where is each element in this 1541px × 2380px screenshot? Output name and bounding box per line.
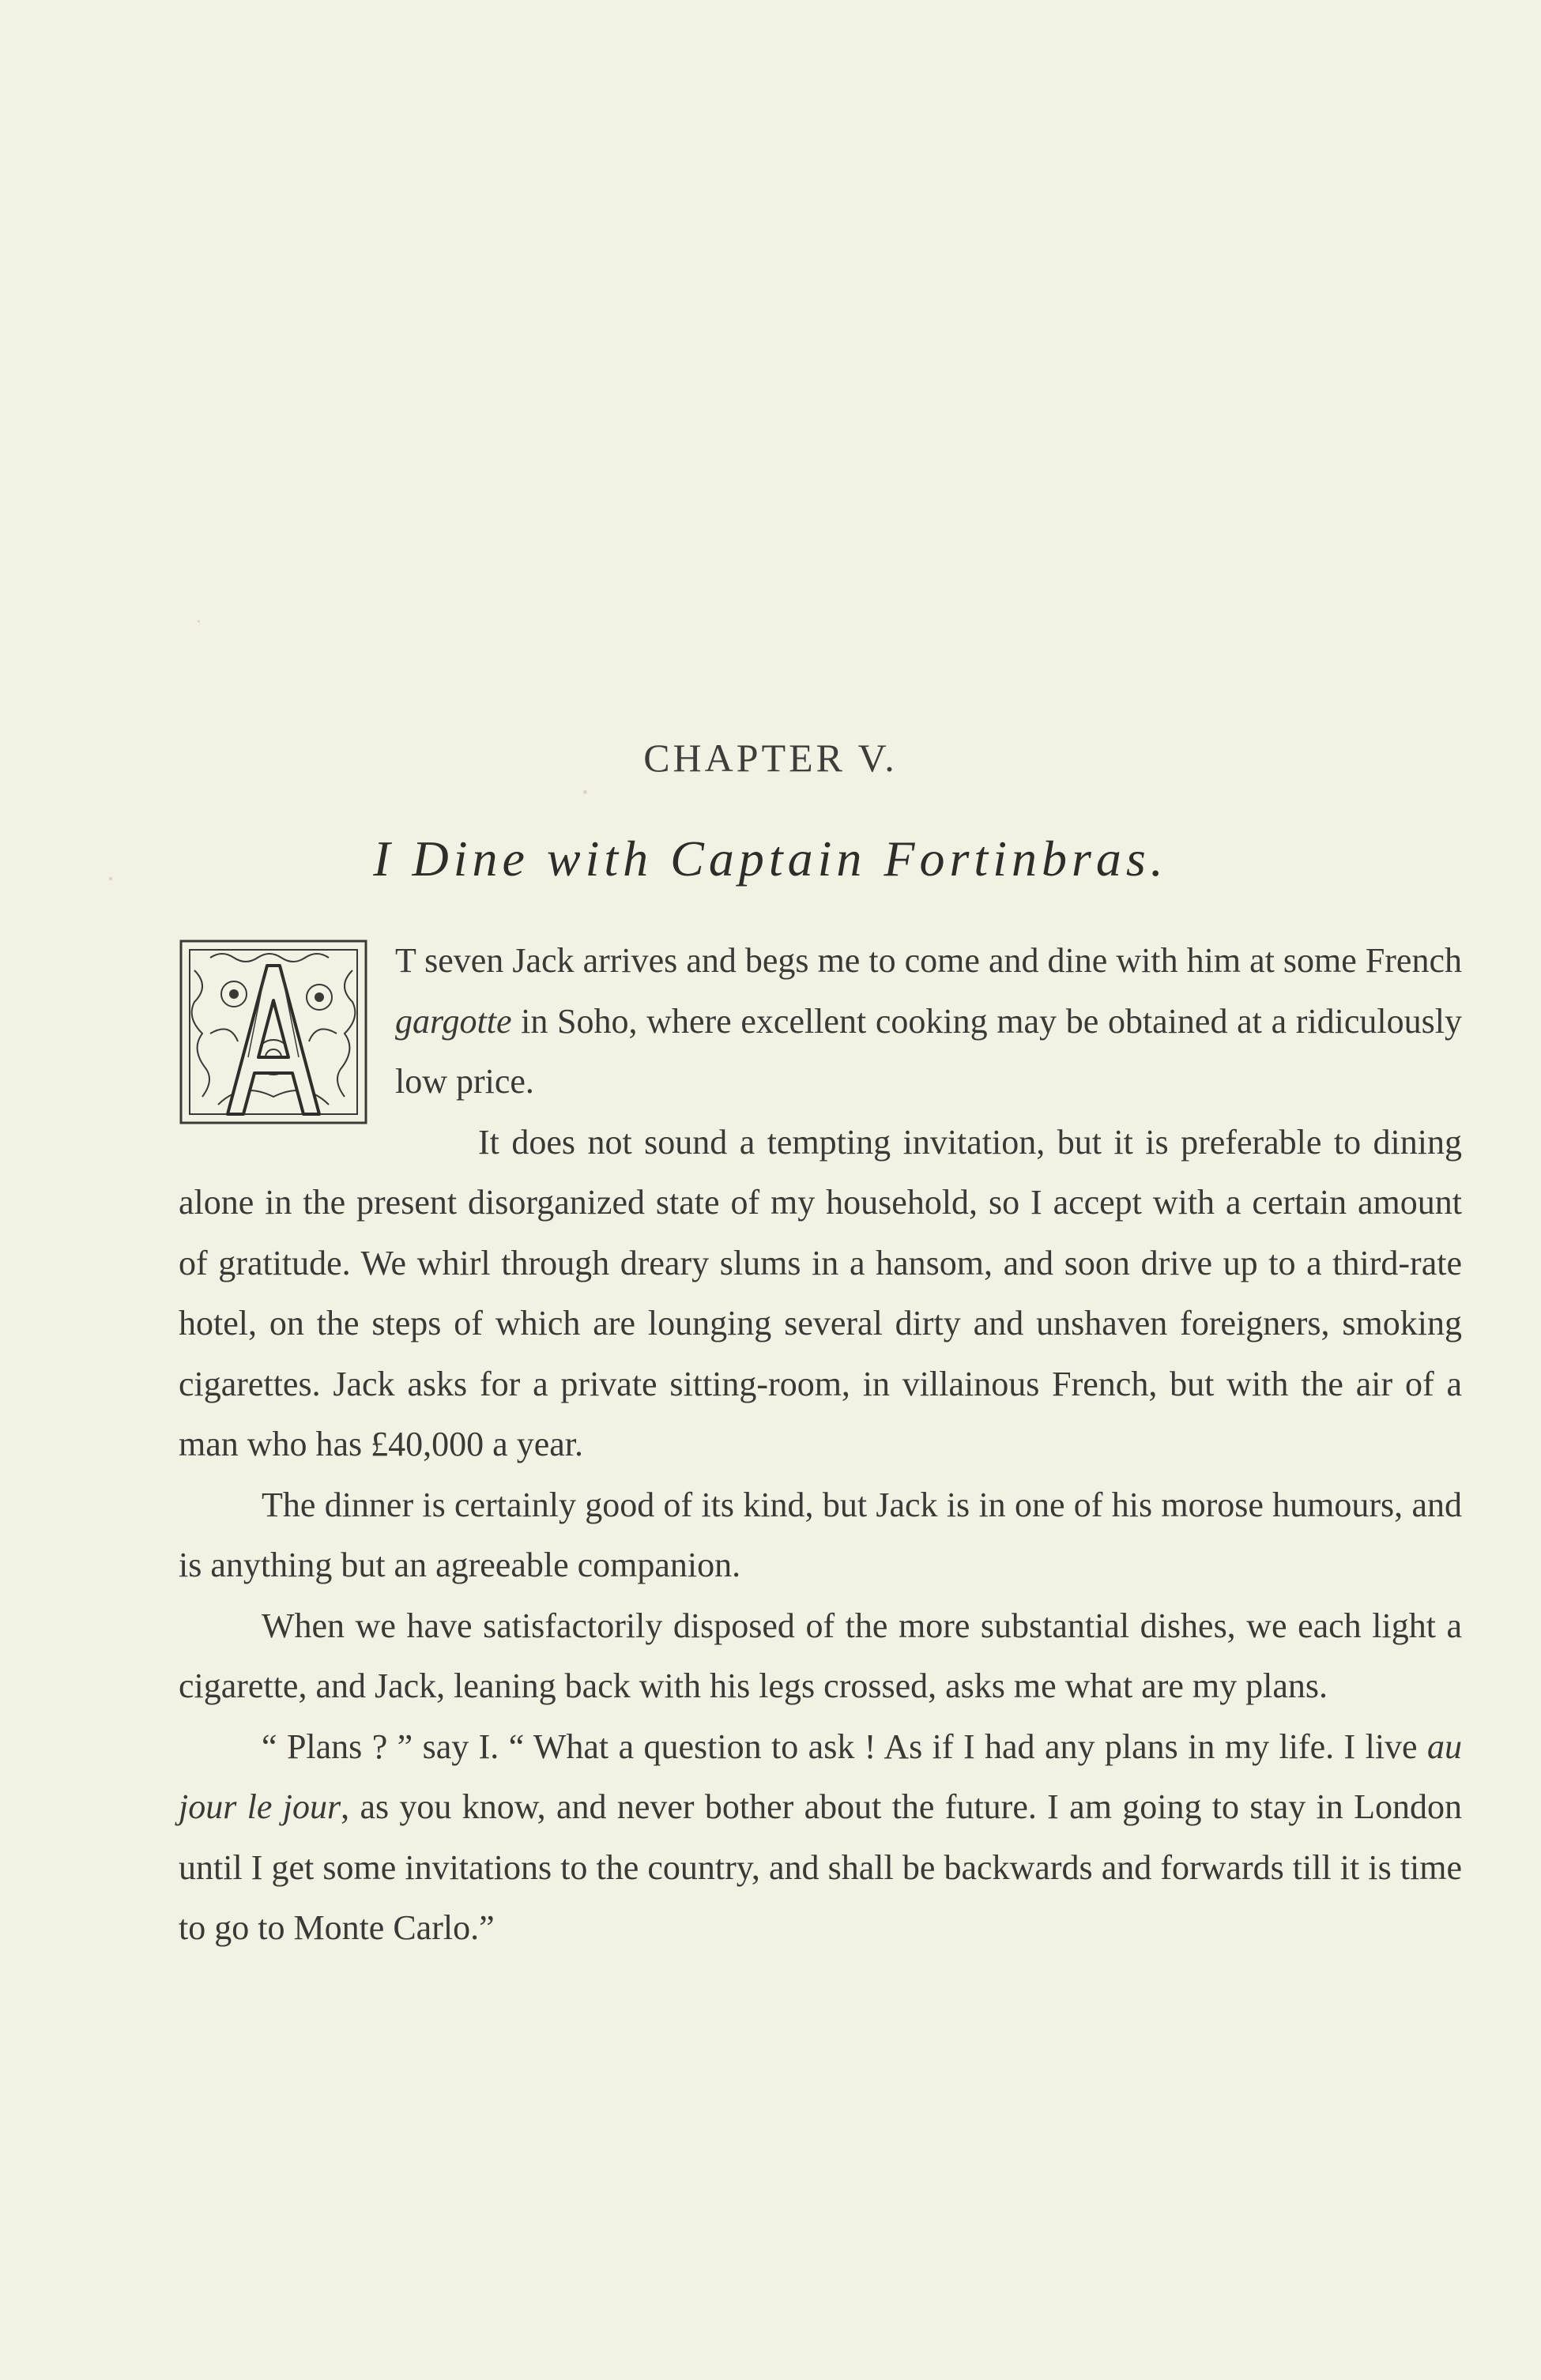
paragraph-1-rest: in Soho, where excellent cooking may be obtained at a ridiculously low price. — [395, 1001, 1462, 1101]
paragraph-5 — [179, 1717, 1462, 1959]
drop-cap-a-icon — [179, 939, 368, 1125]
paragraph-2: It does not sound a tempting invitation, but it is preferable to dining alone in the present disorganized state of my household, so I accept with a certain amount of gratitude. We whirl through dreary slums in a hansom, and soon drive up to a third-rate hotel, on the steps of which are lounging several dirty and unshaven foreigners, smoking cigarettes. Jack asks for a private sitting-room, in villainous French, but with the air of a man who has £40,000 a year. — [179, 1122, 1462, 1463]
paragraph-3: The dinner is certainly good of its kind, but Jack is in one of his morose humours, and is anything but an agreeable companion. — [179, 1485, 1462, 1584]
chapter-heading: CHAPTER V. — [643, 736, 898, 780]
paragraph-5-rest: , as you know, and never bother about the future. I am going to stay in London until I get some invitations to the country, and shall be backwards and forwards till it is time to go to Monte Carlo.” — [179, 1787, 1462, 1947]
chapter-body — [179, 931, 1462, 1959]
italic-gargotte: gargotte — [395, 1001, 512, 1041]
paragraph-4: When we have satisfactorily disposed of the more substantial dishes, we each light a cigarette, and Jack, leaning back with his legs crossed, asks me what are my plans. — [179, 1606, 1462, 1705]
paragraph-5-text: “ Plans ? ” say I. “ What a question to ask ! As if I had any plans in my life. I live — [262, 1727, 1427, 1766]
chapter-title: I Dine with Captain Fortinbras. — [373, 830, 1168, 887]
paragraph-1-text: T seven Jack arrives and begs me to come and dine with him at some French — [395, 941, 1462, 980]
paper-speck — [198, 620, 200, 623]
italic-au-jour-le-jour: au jour le jour — [179, 1727, 1462, 1826]
paragraph-1 — [179, 931, 1462, 1113]
paper-speck — [583, 790, 587, 794]
